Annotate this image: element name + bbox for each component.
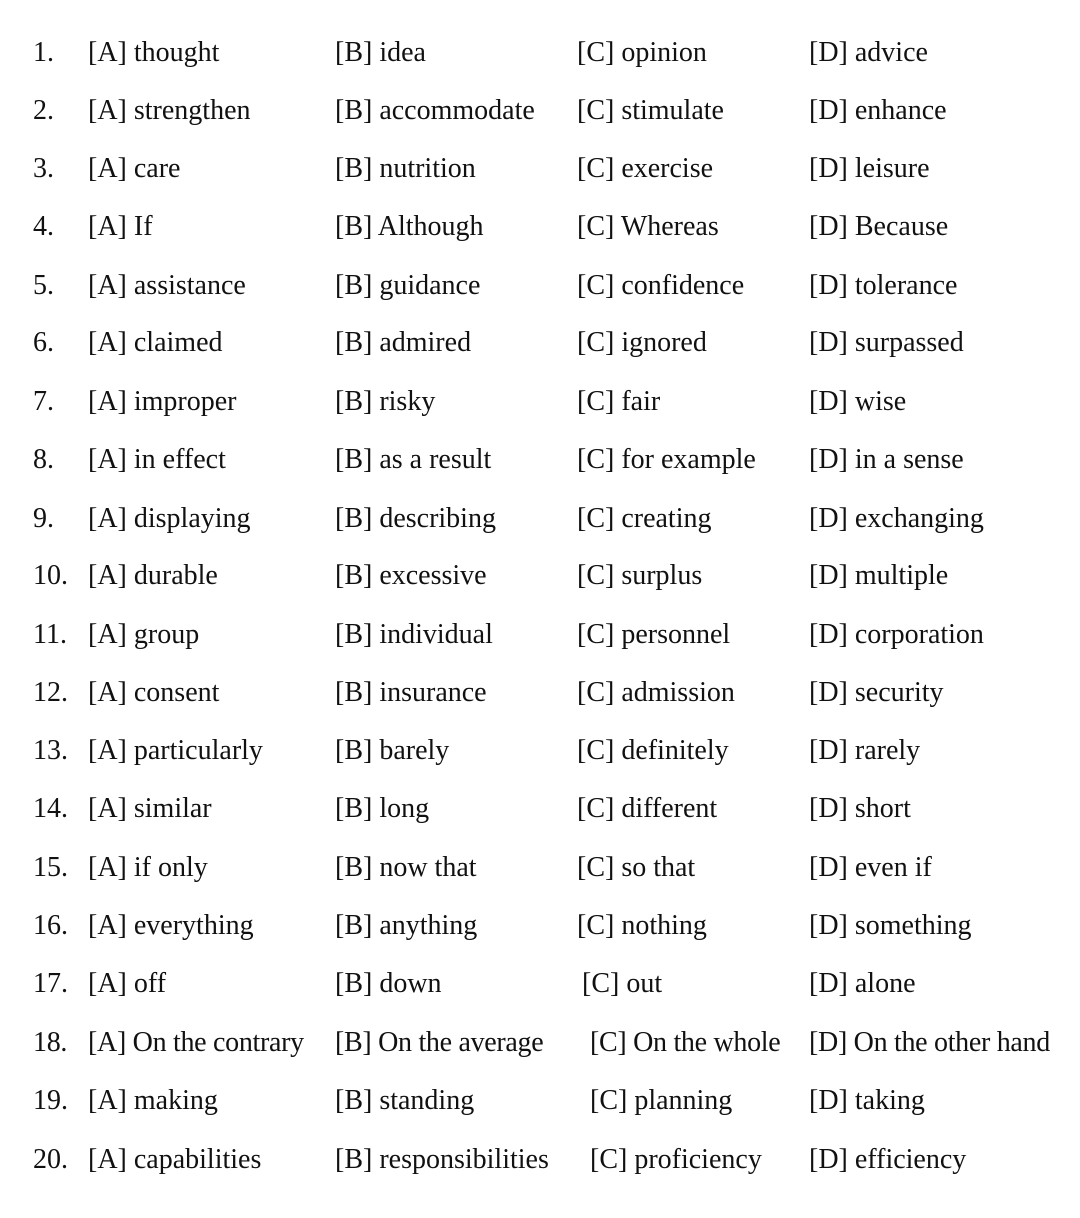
option-c: [C] stimulate: [577, 95, 724, 126]
question-row-4: [0, 207, 1080, 247]
option-b: [B] barely: [335, 735, 450, 766]
option-a: [A] making: [88, 1085, 218, 1116]
option-b: [B] standing: [335, 1085, 475, 1116]
option-c: [C] so that: [577, 852, 696, 883]
question-number: 4.: [33, 211, 54, 242]
question-number: 3.: [33, 153, 54, 184]
question-row-8: [0, 440, 1080, 480]
option-a: [A] care: [88, 153, 181, 184]
option-d: [D] taking: [809, 1085, 925, 1116]
option-c: [C] ignored: [577, 327, 707, 358]
option-b: [B] responsibilities: [335, 1144, 549, 1175]
option-d: [D] enhance: [809, 95, 947, 126]
option-d: [D] even if: [809, 852, 932, 883]
option-c: [C] exercise: [577, 153, 714, 184]
question-row-9: [0, 499, 1080, 539]
option-c: [C] surplus: [577, 560, 703, 591]
option-c: [C] out: [582, 968, 663, 999]
option-c: [C] different: [577, 793, 718, 824]
option-c: [C] confidence: [577, 270, 745, 301]
question-row-10: [0, 556, 1080, 596]
question-row-5: [0, 266, 1080, 306]
question-row-20: [0, 1140, 1080, 1180]
option-c: [C] planning: [590, 1085, 733, 1116]
option-b: [B] accommodate: [335, 95, 535, 126]
option-a: [A] off: [88, 968, 167, 999]
question-row-6: [0, 323, 1080, 363]
option-b: [B] guidance: [335, 270, 481, 301]
option-d: [D] advice: [809, 37, 928, 68]
option-d: [D] rarely: [809, 735, 921, 766]
option-a: [A] capabilities: [88, 1144, 262, 1175]
option-d: [D] short: [809, 793, 911, 824]
question-number: 12.: [33, 677, 68, 708]
question-row-18: [0, 1023, 1080, 1063]
option-c: [C] nothing: [577, 910, 707, 941]
option-d: [D] On the other hand: [809, 1027, 1050, 1058]
option-b: [B] admired: [335, 327, 472, 358]
option-a: [A] particularly: [88, 735, 263, 766]
option-a: [A] If: [88, 211, 153, 242]
question-row-2: [0, 91, 1080, 131]
option-b: [B] nutrition: [335, 153, 476, 184]
option-b: [B] Although: [335, 211, 484, 242]
option-a: [A] consent: [88, 677, 220, 708]
option-a: [A] On the contrary: [88, 1027, 304, 1058]
question-number: 13.: [33, 735, 68, 766]
option-d: [D] in a sense: [809, 444, 964, 475]
option-c: [C] definitely: [577, 735, 729, 766]
question-number: 10.: [33, 560, 68, 591]
option-d: [D] multiple: [809, 560, 949, 591]
option-d: [D] efficiency: [809, 1144, 967, 1175]
option-a: [A] if only: [88, 852, 208, 883]
question-number: 8.: [33, 444, 54, 475]
option-a: [A] displaying: [88, 503, 251, 534]
option-b: [B] idea: [335, 37, 426, 68]
option-d: [D] leisure: [809, 153, 930, 184]
option-b: [B] as a result: [335, 444, 492, 475]
option-a: [A] claimed: [88, 327, 223, 358]
question-row-19: [0, 1081, 1080, 1121]
question-number: 15.: [33, 852, 68, 883]
question-row-14: [0, 789, 1080, 829]
option-d: [D] tolerance: [809, 270, 958, 301]
option-a: [A] strengthen: [88, 95, 251, 126]
option-a: [A] similar: [88, 793, 212, 824]
question-number: 9.: [33, 503, 54, 534]
option-c: [C] admission: [577, 677, 735, 708]
option-b: [B] down: [335, 968, 442, 999]
question-number: 20.: [33, 1144, 68, 1175]
question-number: 2.: [33, 95, 54, 126]
question-number: 16.: [33, 910, 68, 941]
option-a: [A] durable: [88, 560, 218, 591]
option-c: [C] opinion: [577, 37, 707, 68]
question-number: 14.: [33, 793, 68, 824]
option-c: [C] fair: [577, 386, 661, 417]
option-b: [B] anything: [335, 910, 478, 941]
option-d: [D] surpassed: [809, 327, 964, 358]
question-row-11: [0, 615, 1080, 655]
option-d: [D] Because: [809, 211, 949, 242]
option-c: [C] On the whole: [590, 1027, 781, 1058]
option-b: [B] On the average: [335, 1027, 544, 1058]
option-b: [B] excessive: [335, 560, 487, 591]
option-a: [A] improper: [88, 386, 237, 417]
question-row-12: [0, 673, 1080, 713]
option-c: [C] creating: [577, 503, 712, 534]
option-a: [A] everything: [88, 910, 254, 941]
option-b: [B] now that: [335, 852, 477, 883]
question-number: 11.: [33, 619, 67, 650]
option-a: [A] assistance: [88, 270, 246, 301]
question-row-15: [0, 848, 1080, 888]
question-number: 18.: [33, 1027, 68, 1058]
option-d: [D] wise: [809, 386, 907, 417]
question-row-16: [0, 906, 1080, 946]
option-c: [C] Whereas: [577, 211, 719, 242]
option-d: [D] corporation: [809, 619, 984, 650]
question-row-1: [0, 33, 1080, 73]
question-row-3: [0, 149, 1080, 189]
question-row-13: [0, 731, 1080, 771]
option-d: [D] exchanging: [809, 503, 984, 534]
option-b: [B] describing: [335, 503, 496, 534]
question-number: 17.: [33, 968, 68, 999]
option-d: [D] alone: [809, 968, 916, 999]
option-b: [B] individual: [335, 619, 493, 650]
question-number: 7.: [33, 386, 54, 417]
option-c: [C] proficiency: [590, 1144, 762, 1175]
option-b: [B] insurance: [335, 677, 487, 708]
option-b: [B] long: [335, 793, 430, 824]
question-number: 1.: [33, 37, 54, 68]
question-row-7: [0, 382, 1080, 422]
question-number: 19.: [33, 1085, 68, 1116]
question-row-17: [0, 964, 1080, 1004]
question-number: 6.: [33, 327, 54, 358]
question-number: 5.: [33, 270, 54, 301]
option-d: [D] security: [809, 677, 944, 708]
option-a: [A] in effect: [88, 444, 226, 475]
option-c: [C] for example: [577, 444, 756, 475]
option-a: [A] group: [88, 619, 200, 650]
option-c: [C] personnel: [577, 619, 731, 650]
option-d: [D] something: [809, 910, 972, 941]
option-b: [B] risky: [335, 386, 436, 417]
option-a: [A] thought: [88, 37, 220, 68]
